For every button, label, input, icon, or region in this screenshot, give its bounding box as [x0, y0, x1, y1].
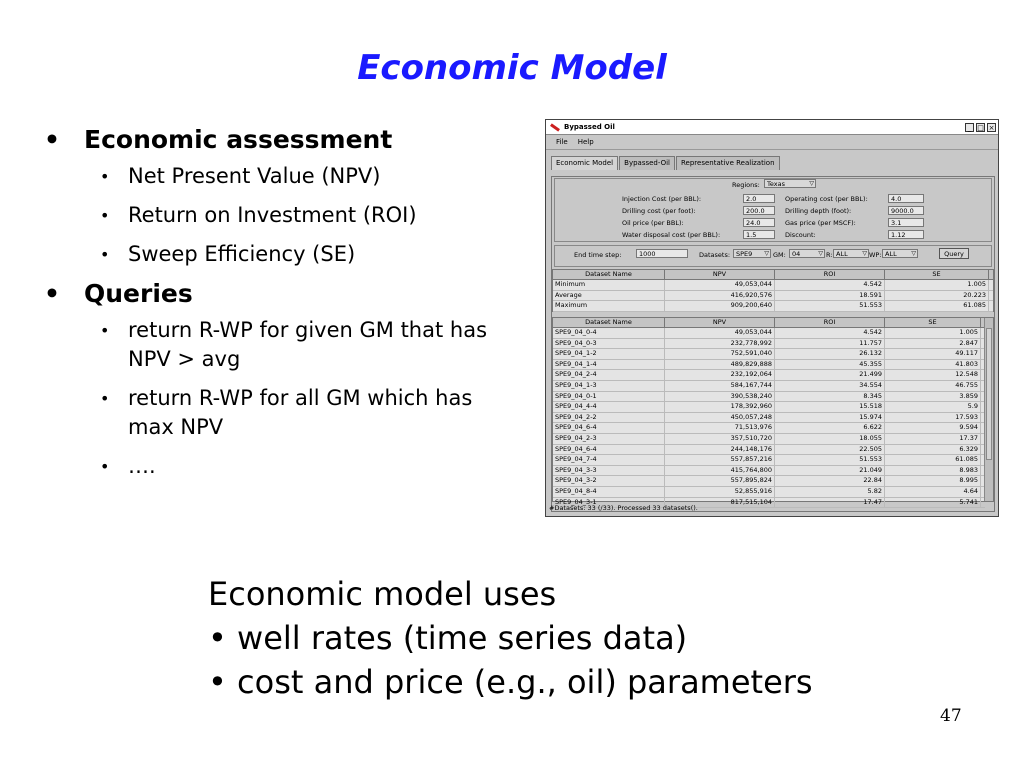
table-cell: 4.542: [775, 280, 885, 290]
window-title: Bypassed Oil: [564, 123, 615, 131]
table-cell: 17.37: [885, 434, 981, 444]
menu-file[interactable]: File: [556, 138, 568, 146]
table-cell: 61.085: [885, 455, 981, 465]
page-number: 47: [940, 706, 962, 726]
table-cell: 6.622: [775, 423, 885, 433]
table-cell: 61.085: [885, 301, 989, 311]
table-cell: 71,513,976: [665, 423, 775, 433]
table-cell: 1.005: [885, 280, 989, 290]
table-cell: 8.995: [885, 476, 981, 486]
sub-bullet: • Sweep Efficiency (SE): [100, 242, 356, 266]
table-cell: 26.132: [775, 349, 885, 359]
summary-header: [553, 270, 993, 280]
table-cell: 5.82: [775, 487, 885, 497]
sub-bullet: • return R-WP for given GM that has NPV > avg: [100, 318, 488, 371]
table-cell: 18.591: [775, 291, 885, 301]
menubar: [546, 135, 998, 150]
chevron-down-icon: ▽: [809, 180, 814, 187]
bullet-economic-assessment: • Economic assessment: [44, 125, 393, 154]
table-cell: 232,192,064: [665, 370, 775, 380]
column-header[interactable]: SE: [885, 270, 989, 279]
injection-cost-field[interactable]: 2.0: [743, 194, 775, 203]
table-row[interactable]: [553, 434, 985, 445]
table-row[interactable]: [553, 392, 985, 403]
table-cell: SPE9_04_6-4: [553, 445, 665, 455]
table-cell: 11.757: [775, 339, 885, 349]
column-header[interactable]: ROI: [775, 318, 885, 327]
regions-label: Regions:: [732, 181, 760, 189]
table-cell: SPE9_04_3-3: [553, 466, 665, 476]
bullet-list: [44, 125, 544, 491]
operating-cost-field[interactable]: 4.0: [888, 194, 924, 203]
table-cell: 450,057,248: [665, 413, 775, 423]
column-header[interactable]: NPV: [665, 270, 775, 279]
param-label: Gas price (per MSCF):: [785, 219, 856, 227]
table-cell: 390,538,240: [665, 392, 775, 402]
table-cell: 5.741: [885, 498, 981, 508]
sub-bullet: • ….: [100, 454, 156, 478]
table-row[interactable]: [553, 370, 985, 381]
sub-bullet: • Net Present Value (NPV): [100, 164, 381, 188]
param-label: Discount:: [785, 231, 816, 239]
table-cell: 232,778,992: [665, 339, 775, 349]
table-row[interactable]: [553, 455, 985, 466]
r-select[interactable]: ALL ▽: [833, 249, 869, 258]
table-cell: 8.345: [775, 392, 885, 402]
slide-title: Economic Model: [357, 48, 667, 88]
summary-table: [552, 269, 994, 312]
caption-line: Economic model uses: [208, 575, 557, 613]
table-row[interactable]: [553, 487, 985, 498]
table-cell: 489,829,888: [665, 360, 775, 370]
table-cell: 15.974: [775, 413, 885, 423]
table-cell: 51.553: [775, 455, 885, 465]
table-cell: SPE9_04_2-2: [553, 413, 665, 423]
column-header[interactable]: Dataset Name: [553, 270, 665, 279]
drilling-depth-field[interactable]: 9000.0: [888, 206, 924, 215]
table-cell: 49,053,044: [665, 328, 775, 338]
table-row[interactable]: [553, 360, 985, 371]
menu-help[interactable]: Help: [577, 138, 594, 146]
results-scrollbar[interactable]: [984, 318, 993, 501]
table-cell: 415,764,800: [665, 466, 775, 476]
minimize-icon[interactable]: _: [965, 123, 974, 132]
table-cell: SPE9_04_4-4: [553, 402, 665, 412]
table-cell: 22.84: [775, 476, 885, 486]
table-cell: 9.594: [885, 423, 981, 433]
param-label: Operating cost (per BBL):: [785, 195, 868, 203]
bottom-caption: [208, 572, 813, 704]
param-label: Drilling depth (foot):: [785, 207, 852, 215]
chevron-down-icon: ▽: [764, 250, 769, 257]
table-cell: 52,855,916: [665, 487, 775, 497]
table-row[interactable]: [553, 291, 993, 302]
table-cell: 909,200,640: [665, 301, 775, 311]
table-row[interactable]: [553, 466, 985, 477]
table-cell: SPE9_04_8-4: [553, 487, 665, 497]
column-header[interactable]: SE: [885, 318, 981, 327]
table-cell: 17.593: [885, 413, 981, 423]
table-row[interactable]: [553, 328, 985, 339]
table-cell: SPE9_04_0-3: [553, 339, 665, 349]
sub-bullet: • return R-WP for all GM which has max NPV: [100, 386, 473, 439]
datasets-label: Datasets:: [699, 251, 731, 259]
table-cell: 584,167,744: [665, 381, 775, 391]
table-cell: SPE9_04_0-1: [553, 392, 665, 402]
table-cell: SPE9_04_6-4: [553, 423, 665, 433]
tab-bar: [546, 156, 998, 170]
table-cell: SPE9_04_1-2: [553, 349, 665, 359]
table-cell: 51.553: [775, 301, 885, 311]
results-header: [553, 318, 985, 328]
table-row[interactable]: [553, 423, 985, 434]
table-row[interactable]: [553, 413, 985, 424]
param-label: Oil price (per BBL):: [622, 219, 684, 227]
table-cell: 49.117: [885, 349, 981, 359]
wp-select[interactable]: ALL ▽: [882, 249, 918, 258]
query-button[interactable]: Query: [939, 248, 969, 259]
table-cell: 45.355: [775, 360, 885, 370]
tab-economic-model[interactable]: Economic Model: [551, 156, 618, 170]
table-cell: SPE9_04_3-1: [553, 498, 665, 508]
bypassed-oil-window: [545, 119, 999, 517]
table-cell: SPE9_04_1-4: [553, 360, 665, 370]
table-cell: 46.755: [885, 381, 981, 391]
table-cell: 5.9: [885, 402, 981, 412]
table-cell: 817,515,104: [665, 498, 775, 508]
table-cell: 22.505: [775, 445, 885, 455]
table-row[interactable]: [553, 476, 985, 487]
caption-line: • cost and price (e.g., oil) parameters: [208, 663, 813, 701]
table-cell: 4.64: [885, 487, 981, 497]
tab-bypassed-oil[interactable]: Bypassed-Oil: [619, 156, 675, 170]
gm-label: GM:: [773, 251, 786, 259]
table-cell: 21.499: [775, 370, 885, 380]
column-header[interactable]: ROI: [775, 270, 885, 279]
table-cell: 41.803: [885, 360, 981, 370]
table-row[interactable]: [553, 339, 985, 350]
wp-label: WP:: [869, 251, 882, 259]
regions-select[interactable]: Texas ▽: [764, 179, 816, 188]
maximize-icon[interactable]: □: [977, 123, 984, 132]
table-cell: SPE9_04_1-3: [553, 381, 665, 391]
chevron-down-icon: ▽: [911, 250, 916, 257]
results-body: [553, 328, 985, 508]
gm-select[interactable]: 04 ▽: [789, 249, 825, 258]
tab-representative-realization[interactable]: Representative Realization: [676, 156, 780, 170]
status-bar: #Datasets: 33 (/33). Processed 33 datasets().: [549, 504, 698, 512]
table-row[interactable]: [553, 445, 985, 456]
table-cell: SPE9_04_3-2: [553, 476, 665, 486]
app-icon: [550, 123, 560, 132]
results-table: [552, 317, 994, 506]
table-cell: 178,392,960: [665, 402, 775, 412]
table-cell: 34.554: [775, 381, 885, 391]
end-time-label: End time step:: [574, 251, 622, 259]
table-cell: 17.47: [775, 498, 885, 508]
window-titlebar[interactable]: [546, 120, 998, 135]
scrollbar-thumb[interactable]: [986, 328, 992, 460]
table-row[interactable]: [553, 402, 985, 413]
economic-model-panel: [551, 176, 995, 512]
chevron-down-icon: ▽: [862, 250, 867, 257]
table-row[interactable]: [553, 381, 985, 392]
table-cell: 20.223: [885, 291, 989, 301]
datasets-select[interactable]: SPE9 ▽: [733, 249, 771, 258]
param-label: Injection Cost (per BBL):: [622, 195, 702, 203]
table-cell: 12.548: [885, 370, 981, 380]
chevron-down-icon: ▽: [818, 250, 823, 257]
table-cell: SPE9_04_2-3: [553, 434, 665, 444]
table-row[interactable]: [553, 301, 993, 312]
table-cell: 752,591,040: [665, 349, 775, 359]
column-header[interactable]: Dataset Name: [553, 318, 665, 327]
table-cell: 557,895,824: [665, 476, 775, 486]
table-cell: SPE9_04_7-4: [553, 455, 665, 465]
table-cell: 6.329: [885, 445, 981, 455]
table-row[interactable]: [553, 280, 993, 291]
table-cell: 416,920,576: [665, 291, 775, 301]
discount-field[interactable]: 1.12: [888, 230, 924, 239]
table-cell: 49,053,044: [665, 280, 775, 290]
water-disposal-cost-field[interactable]: 1.5: [743, 230, 775, 239]
table-cell: 557,857,216: [665, 455, 775, 465]
table-cell: 8.983: [885, 466, 981, 476]
gas-price-field[interactable]: 3.1: [888, 218, 924, 227]
caption-line: • well rates (time series data): [208, 619, 688, 657]
table-cell: 2.847: [885, 339, 981, 349]
param-label: Water disposal cost (per BBL):: [622, 231, 721, 239]
r-label: R:: [826, 251, 833, 259]
column-header[interactable]: NPV: [665, 318, 775, 327]
table-cell: 18.055: [775, 434, 885, 444]
table-row[interactable]: [553, 349, 985, 360]
summary-body: [553, 280, 993, 312]
table-cell: 21.049: [775, 466, 885, 476]
table-cell: 357,510,720: [665, 434, 775, 444]
bullet-queries: • Queries: [44, 279, 193, 308]
drilling-cost-field[interactable]: 200.0: [743, 206, 775, 215]
table-cell: 244,148,176: [665, 445, 775, 455]
table-cell: SPE9_04_0-4: [553, 328, 665, 338]
table-cell: 1.005: [885, 328, 981, 338]
table-cell: SPE9_04_2-4: [553, 370, 665, 380]
table-cell: Average: [553, 291, 665, 301]
table-cell: 15.518: [775, 402, 885, 412]
sub-bullet: • Return on Investment (ROI): [100, 203, 417, 227]
oil-price-field[interactable]: 24.0: [743, 218, 775, 227]
close-icon[interactable]: ×: [988, 123, 995, 132]
table-cell: 4.542: [775, 328, 885, 338]
end-time-field[interactable]: 1000: [636, 249, 688, 258]
param-label: Drilling cost (per foot):: [622, 207, 696, 215]
table-cell: 3.859: [885, 392, 981, 402]
table-cell: Maximum: [553, 301, 665, 311]
table-cell: Minimum: [553, 280, 665, 290]
